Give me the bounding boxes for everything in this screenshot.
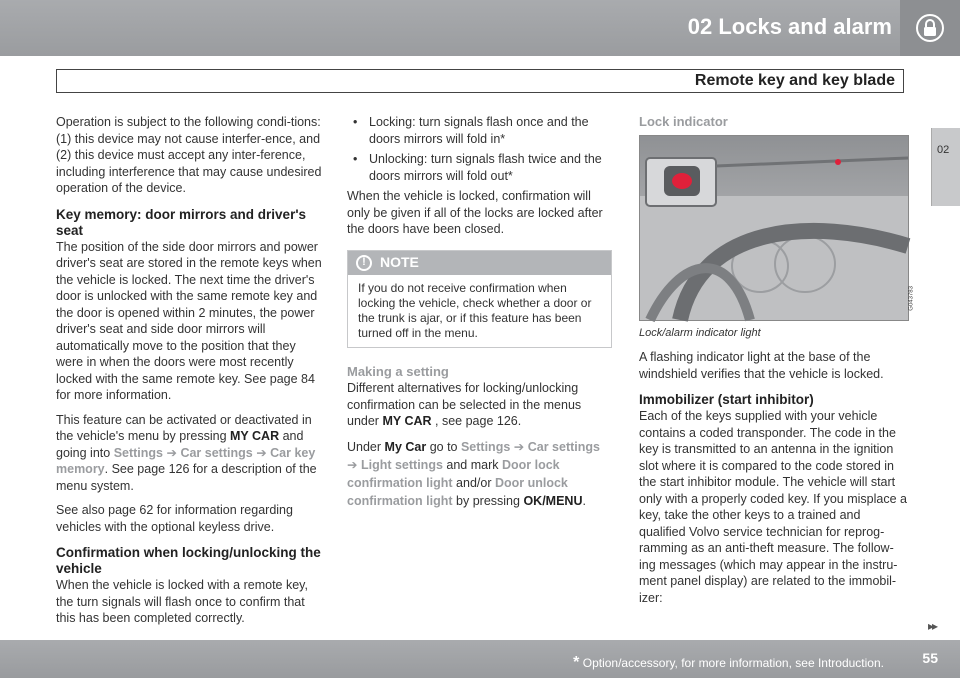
note-label: NOTE — [380, 254, 419, 271]
text-span: go to — [426, 439, 461, 454]
setting-paragraph-1 — [347, 380, 612, 430]
menu-path-door-lock-confirmation: Door lock confirmation light — [347, 457, 560, 490]
setting-paragraph-2 — [347, 438, 612, 510]
padlock-icon — [915, 13, 945, 43]
key-memory-paragraph: The position of the side door mirrors and power driver's seat are stored in the remote keys when the vehicle is locked. The next time the driver's door is unlocked with the same remote key and the door is opened within 2 minutes, the power driver's seat and side door mirrors will automatically move to the position that they were in when the doors were most recently locked with the same remote key. See page 84 for more information. — [56, 239, 322, 402]
figure-caption: Lock/alarm indicator light — [639, 326, 761, 339]
page-number: 55 — [922, 650, 938, 666]
indicator-paragraph: A flashing indicator light at the base of the windshield verifies that the vehicle is locked. — [639, 350, 884, 381]
text-span: Under — [347, 439, 385, 454]
lock-chapter-icon-box — [900, 0, 960, 56]
chapter-side-tab[interactable] — [931, 128, 960, 206]
text-span: and going into — [56, 429, 304, 460]
lock-indicator-illustration — [639, 135, 915, 321]
section-title-bar — [56, 69, 904, 93]
confirmation-paragraph: When the vehicle is locked with a remote key, the turn signals will flash once to confirm that this has been completed correctly. — [56, 578, 308, 625]
confirmation-bullet-list — [347, 114, 612, 184]
text-span: and/or — [452, 475, 495, 490]
menu-path-door-unlock-confirmation: Door unlock confirmation light — [347, 475, 568, 508]
heading-key-memory: Key memory: door mirrors and driver's seat — [56, 206, 307, 238]
text-span: , see page 126. — [431, 414, 522, 428]
figure-code: G043783 — [909, 285, 915, 311]
keyless-paragraph: See also page 62 for information regarding vehicles with the optional keyless drive. — [56, 503, 293, 534]
text-span: . See page 126 for a description of the menu system. — [56, 462, 317, 493]
note-box — [347, 250, 612, 348]
list-item: • Unlocking: turn signals flash twice and the doors mirrors will fold out* — [347, 151, 612, 184]
note-header — [348, 251, 611, 275]
locked-confirmation-paragraph: When the vehicle is locked, confirmation will only be given if all of the locks are locked after the doors have been closed. — [347, 189, 603, 236]
text-span: by pressing — [452, 493, 524, 508]
bold-my-car: MY CAR — [382, 414, 432, 428]
info-icon: ! — [356, 255, 372, 271]
menu-path-car-settings: Car settings — [527, 439, 600, 454]
note-text: If you do not receive confirmation when locking the vehicle, check whether a door or the trunk is ajar, or if this feature has been turned off in the menu. — [358, 280, 592, 340]
footer-bar — [0, 640, 960, 678]
menu-path-car-key-memory: Car key memory — [56, 445, 316, 476]
chapter-header-bar — [0, 0, 960, 56]
menu-path-settings: Settings — [113, 445, 163, 460]
immobilizer-paragraph: Each of the keys supplied with your vehicle contains a coded transponder. The code in the key is transmitted to an antenna in the ignition slot where it is compared to the code stored in the start inhibitor module. The vehicle will start only with a properly coded key. If you misplace a key, take the other keys to a trained and qualified Volvo service technician for reprog-ramming as an anti-theft measure. The follow-ing messages (which may appear in the instru-ment panel display) are related to the immobil-izer: — [639, 409, 907, 605]
bold-my-car: MY CAR — [230, 429, 280, 443]
figure-title: Lock indicator — [639, 114, 728, 129]
list-item: • Locking: turn signals flash once and the doors mirrors will fold in* — [347, 114, 612, 147]
arrow-right-icon: ➔ — [166, 445, 177, 460]
text-span: . — [582, 493, 586, 508]
footnote-star: * — [573, 654, 580, 671]
continue-marker: ▸▸ — [927, 619, 936, 633]
heading-confirmation: Confirmation when locking/unlocking the vehicle — [56, 545, 321, 576]
heading-immobilizer: Immobilizer (start inhibitor) — [639, 392, 814, 407]
intro-paragraph: Operation is subject to the following condi-tions: (1) this device may not cause interfer-ence, and (2) this device must accept any inter-ference, including interference that may cause undesired operation of the device. — [56, 115, 322, 195]
text-span: This feature can be activated or deactivated in the vehicle's menu by pressing — [56, 412, 312, 443]
column-3 — [639, 114, 915, 614]
arrow-right-icon: ➔ — [513, 439, 525, 454]
key-memory-menu-paragraph — [56, 412, 322, 495]
heading-making-setting: Making a setting — [347, 363, 449, 379]
chapter-title: 02 Locks and alarm — [687, 14, 892, 39]
arrow-right-icon: ➔ — [256, 445, 267, 460]
text-span: Different alternatives for locking/unlocking confirmation can be selected in the menus under — [347, 381, 582, 428]
footnote-text: Option/accessory, for more information, see Introduction. — [579, 656, 884, 670]
text-span: and mark — [442, 457, 502, 472]
section-title: Remote key and key blade — [694, 72, 895, 89]
footnote — [573, 654, 884, 672]
arrow-right-icon: ➔ — [347, 457, 358, 472]
chapter-side-tab-label: 02 — [937, 144, 950, 156]
column-2 — [347, 114, 612, 518]
menu-path-settings: Settings — [460, 439, 511, 454]
bold-ok-menu: OK/MENU — [523, 493, 583, 508]
menu-path-light-settings: Light settings — [360, 457, 443, 472]
bold-my-car: My Car — [384, 439, 427, 454]
menu-path-car-settings: Car settings — [180, 445, 253, 460]
dashboard-illustration — [640, 136, 908, 320]
column-1 — [56, 114, 322, 635]
